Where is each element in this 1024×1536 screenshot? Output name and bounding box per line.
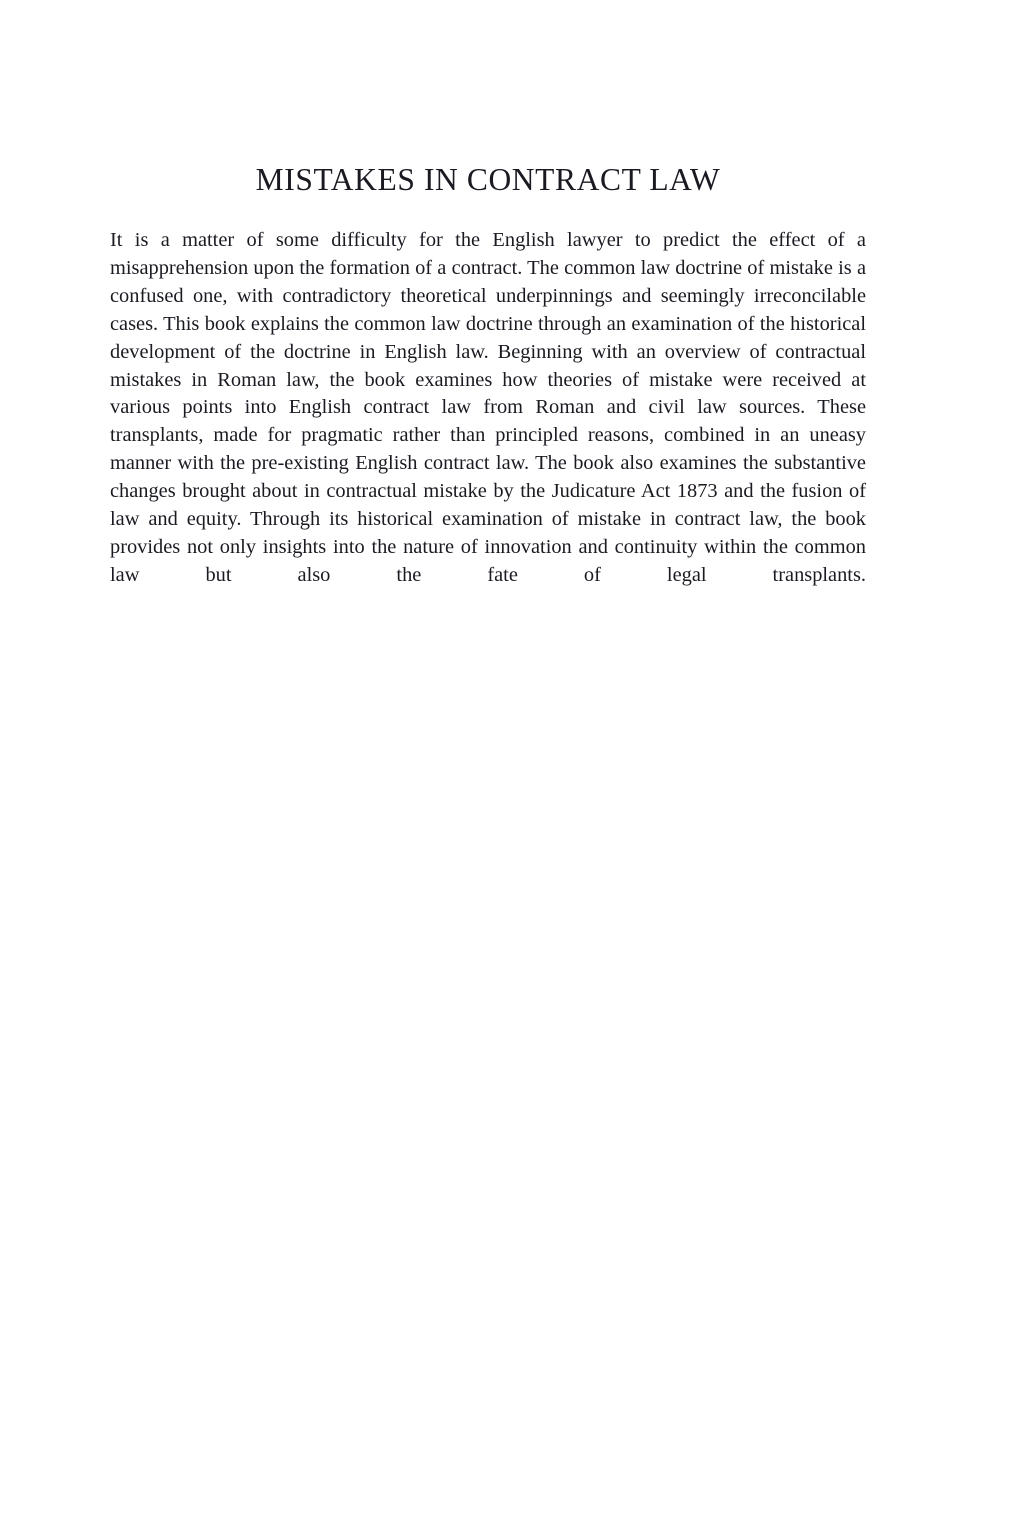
blurb-paragraph: It is a matter of some difficulty for the English lawyer to predict the effect of a misapprehension upon the formation of a contract. The common law doctrine of mistake is a confused one, with contradictory theoretical underpinnings and seemingly irreconcilable cases. This book explains the common law doctrine through an examination of the historical development of the doctrine in English law. Beginning with an overview of contractual mistakes in Roman law, the book examines how theories of mistake were received at various points into English contract law from Roman and civil law sources. These transplants, made for pragmatic rather than principled reasons, combined in an uneasy manner with the pre-existing English contract law. The book also examines the substantive changes brought about in contractual mistake by the Judicature Act 1873 and the fusion of law and equity. Through its historical examination of mistake in contract law, the book provides not only insights into the nature of innovation and continuity within the common law but also the fate of legal transplants. [110, 229, 866, 586]
page-title: MISTAKES IN CONTRACT LAW [255, 162, 721, 197]
